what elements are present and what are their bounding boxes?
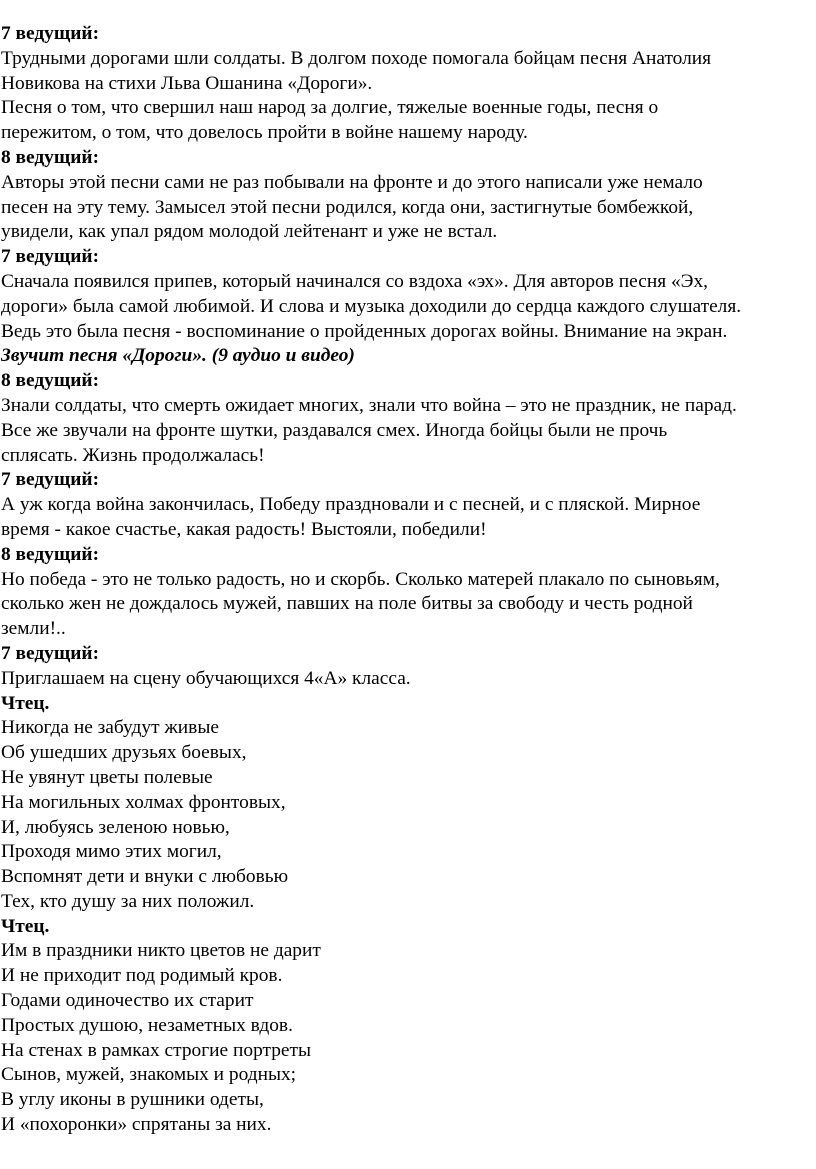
poem-line: Проходя мимо этих могил, (1, 841, 222, 863)
text-line: Новикова на стихи Льва Ошанина «Дороги». (1, 72, 373, 94)
speaker-heading: 7 ведущий: (1, 642, 100, 664)
poem-line: И не приходит под родимый кров. (1, 965, 283, 987)
speaker-heading: 8 ведущий: (1, 543, 100, 565)
text-line: время - какое счастье, какая радость! Выстояли, победили! (1, 518, 487, 540)
poem-line: В углу иконы в рушники одеты, (1, 1089, 264, 1111)
text-line: Ведь это была песня - воспоминание о пройденных дорогах войны. Внимание на экран. (1, 320, 728, 342)
text-line: сколько жен не дождалось мужей, павших на поле битвы за свободу и честь родной (1, 593, 693, 615)
document-page (0, 22, 816, 1138)
poem-line: Тех, кто душу за них положил. (1, 890, 255, 912)
poem-line: Простых душою, незаметных вдов. (1, 1014, 293, 1036)
text-line: песен на эту тему. Замысел этой песни родился, когда они, застигнутые бомбежкой, (1, 196, 694, 218)
poem-line: На стенах в рамках строгие портреты (1, 1039, 312, 1061)
speaker-heading: 8 ведущий: (1, 146, 100, 168)
text-line: Приглашаем на сцену обучающихся 4«А» класса. (1, 667, 411, 689)
text-line: Трудными дорогами шли солдаты. В долгом походе помогала бойцам песня Анатолия (1, 47, 712, 69)
text-line: пережитом, о том, что довелось пройти в войне нашему народу. (1, 122, 528, 144)
poem-line: Об ушедших друзьях боевых, (1, 742, 247, 764)
poem-line: И, любуясь зеленою новью, (1, 816, 230, 838)
text-line: Знали солдаты, что смерть ожидает многих, знали что война – это не праздник, не парад. (1, 394, 737, 416)
speaker-heading: 8 ведущий: (1, 370, 100, 392)
text-line: увидели, как упал рядом молодой лейтенант и уже не встал. (1, 221, 498, 243)
poem-line: Им в праздники никто цветов не дарит (1, 940, 321, 962)
text-line: земли!.. (1, 618, 66, 640)
stage-direction: Звучит песня «Дороги». (9 аудио и видео) (1, 345, 355, 367)
poem-line: Никогда не забудут живые (1, 717, 219, 739)
text-line: А уж когда война закончилась, Победу праздновали и с песней, и с пляской. Мирное (1, 494, 701, 516)
speaker-heading: 7 ведущий: (1, 469, 100, 491)
speaker-heading: 7 ведущий: (1, 246, 100, 268)
text-line: Авторы этой песни сами не раз побывали на фронте и до этого написали уже немало (1, 171, 703, 193)
text-line: дороги» была самой любимой. И слова и музыка доходили до сердца каждого слушателя. (1, 295, 742, 317)
text-line: сплясать. Жизнь продолжалась! (1, 444, 265, 466)
text-line: Все же звучали на фронте шутки, раздавался смех. Иногда бойцы были не прочь (1, 419, 668, 441)
poem-line: Сынов, мужей, знакомых и родных; (1, 1064, 297, 1086)
poem-line: И «похоронки» спрятаны за них. (1, 1114, 272, 1136)
text-line: Сначала появился припев, который начинался со вздоха «эх». Для авторов песня «Эх, (1, 270, 709, 292)
text-line: Песня о том, что свершил наш народ за долгие, тяжелые военные годы, песня о (1, 97, 659, 119)
speaker-heading: 7 ведущий: (1, 23, 100, 44)
poem-line: На могильных холмах фронтовых, (1, 791, 286, 813)
reader-heading: Чтец. (1, 692, 50, 714)
poem-line: Вспомнят дети и внуки с любовью (1, 866, 289, 888)
poem-line: Не увянут цветы полевые (1, 766, 213, 788)
reader-heading: Чтец. (1, 915, 50, 937)
poem-line: Годами одиночество их старит (1, 990, 254, 1012)
text-line: Но победа - это не только радость, но и скорбь. Сколько матерей плакало по сыновьям, (1, 568, 720, 590)
